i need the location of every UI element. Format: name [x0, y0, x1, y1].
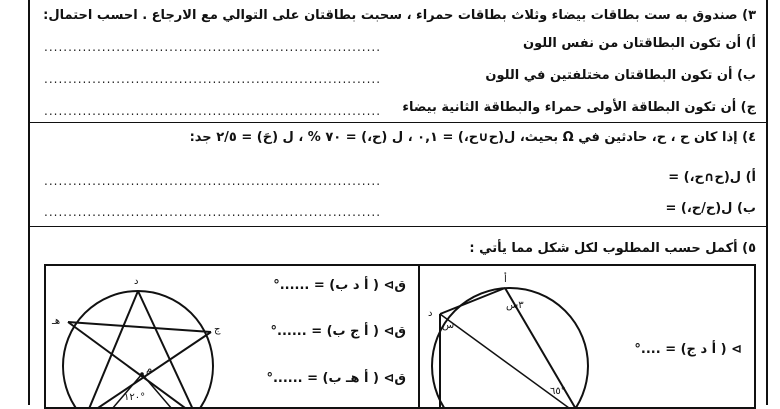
q4-part-b: ب) ل(ح/ح،) =: [665, 201, 756, 216]
point-label: ج: [214, 324, 221, 335]
q5-stem: ٥) أكمل حسب المطلوب لكل شكل مما يأتي :: [469, 241, 756, 256]
figure-box-quad: [418, 264, 756, 409]
divider: [30, 122, 766, 123]
point-label: أ: [504, 274, 507, 285]
point-label: د: [134, 276, 139, 287]
q3-part-c: ج) أن تكون البطاقة الأولى حمراء والبطاقة الثانية بيضاء: [402, 100, 756, 115]
q3-part-b: ب) أن تكون البطاقتان مختلفتين في اللون: [485, 68, 756, 83]
q3-part-a: أ) أن تكون البطاقتان من نفس اللون: [522, 36, 756, 51]
point-label: م: [146, 364, 153, 375]
worksheet: [28, 0, 768, 405]
answer-dots: ......................................................................: [44, 40, 382, 54]
q4-stem: ٤) إذا كان ح ، ح، حادثين في Ω بحيث، ل(ح∪ح،) = ٠,١ ، ل (ح،) = ٧٠ % ، ل (حَ) = ٢/٥ جد:: [189, 130, 756, 145]
point-label: هـ: [52, 316, 61, 327]
divider: [30, 226, 766, 227]
angle-label: س: [442, 320, 455, 331]
q4-part-a: أ) ل(ح∩ح،) =: [668, 170, 756, 185]
answer-dots: ......................................................................: [44, 205, 382, 219]
quad-eq-1: ⊳ ( أ د ج) = ....°: [634, 342, 742, 357]
q3-stem: ٣) صندوق به ست بطاقات بيضاء وثلاث بطاقات حمراء ، سحبت بطاقتان على التوالي مع الارجاع . احسب احتمال:: [43, 8, 756, 23]
star-eq-1: ق⊳ ( أ د ب) = ......°: [273, 278, 406, 293]
angle-label: ٣س: [506, 300, 524, 311]
quad-circle-figure: [420, 266, 754, 407]
point-label: د: [428, 308, 433, 319]
star-eq-2: ق⊳ ( أ ج ب) = ......°: [270, 324, 406, 339]
angle-label: ٦٥°: [550, 386, 566, 397]
figure-box-star: [44, 264, 420, 409]
answer-dots: ......................................................................: [44, 174, 382, 188]
angle-label: ١٢٠°: [124, 392, 146, 403]
answer-dots: ......................................................................: [44, 72, 382, 86]
star-eq-3: ق⊳ ( أ هـ ب) = ......°: [266, 371, 406, 386]
answer-dots: ......................................................................: [44, 104, 382, 118]
